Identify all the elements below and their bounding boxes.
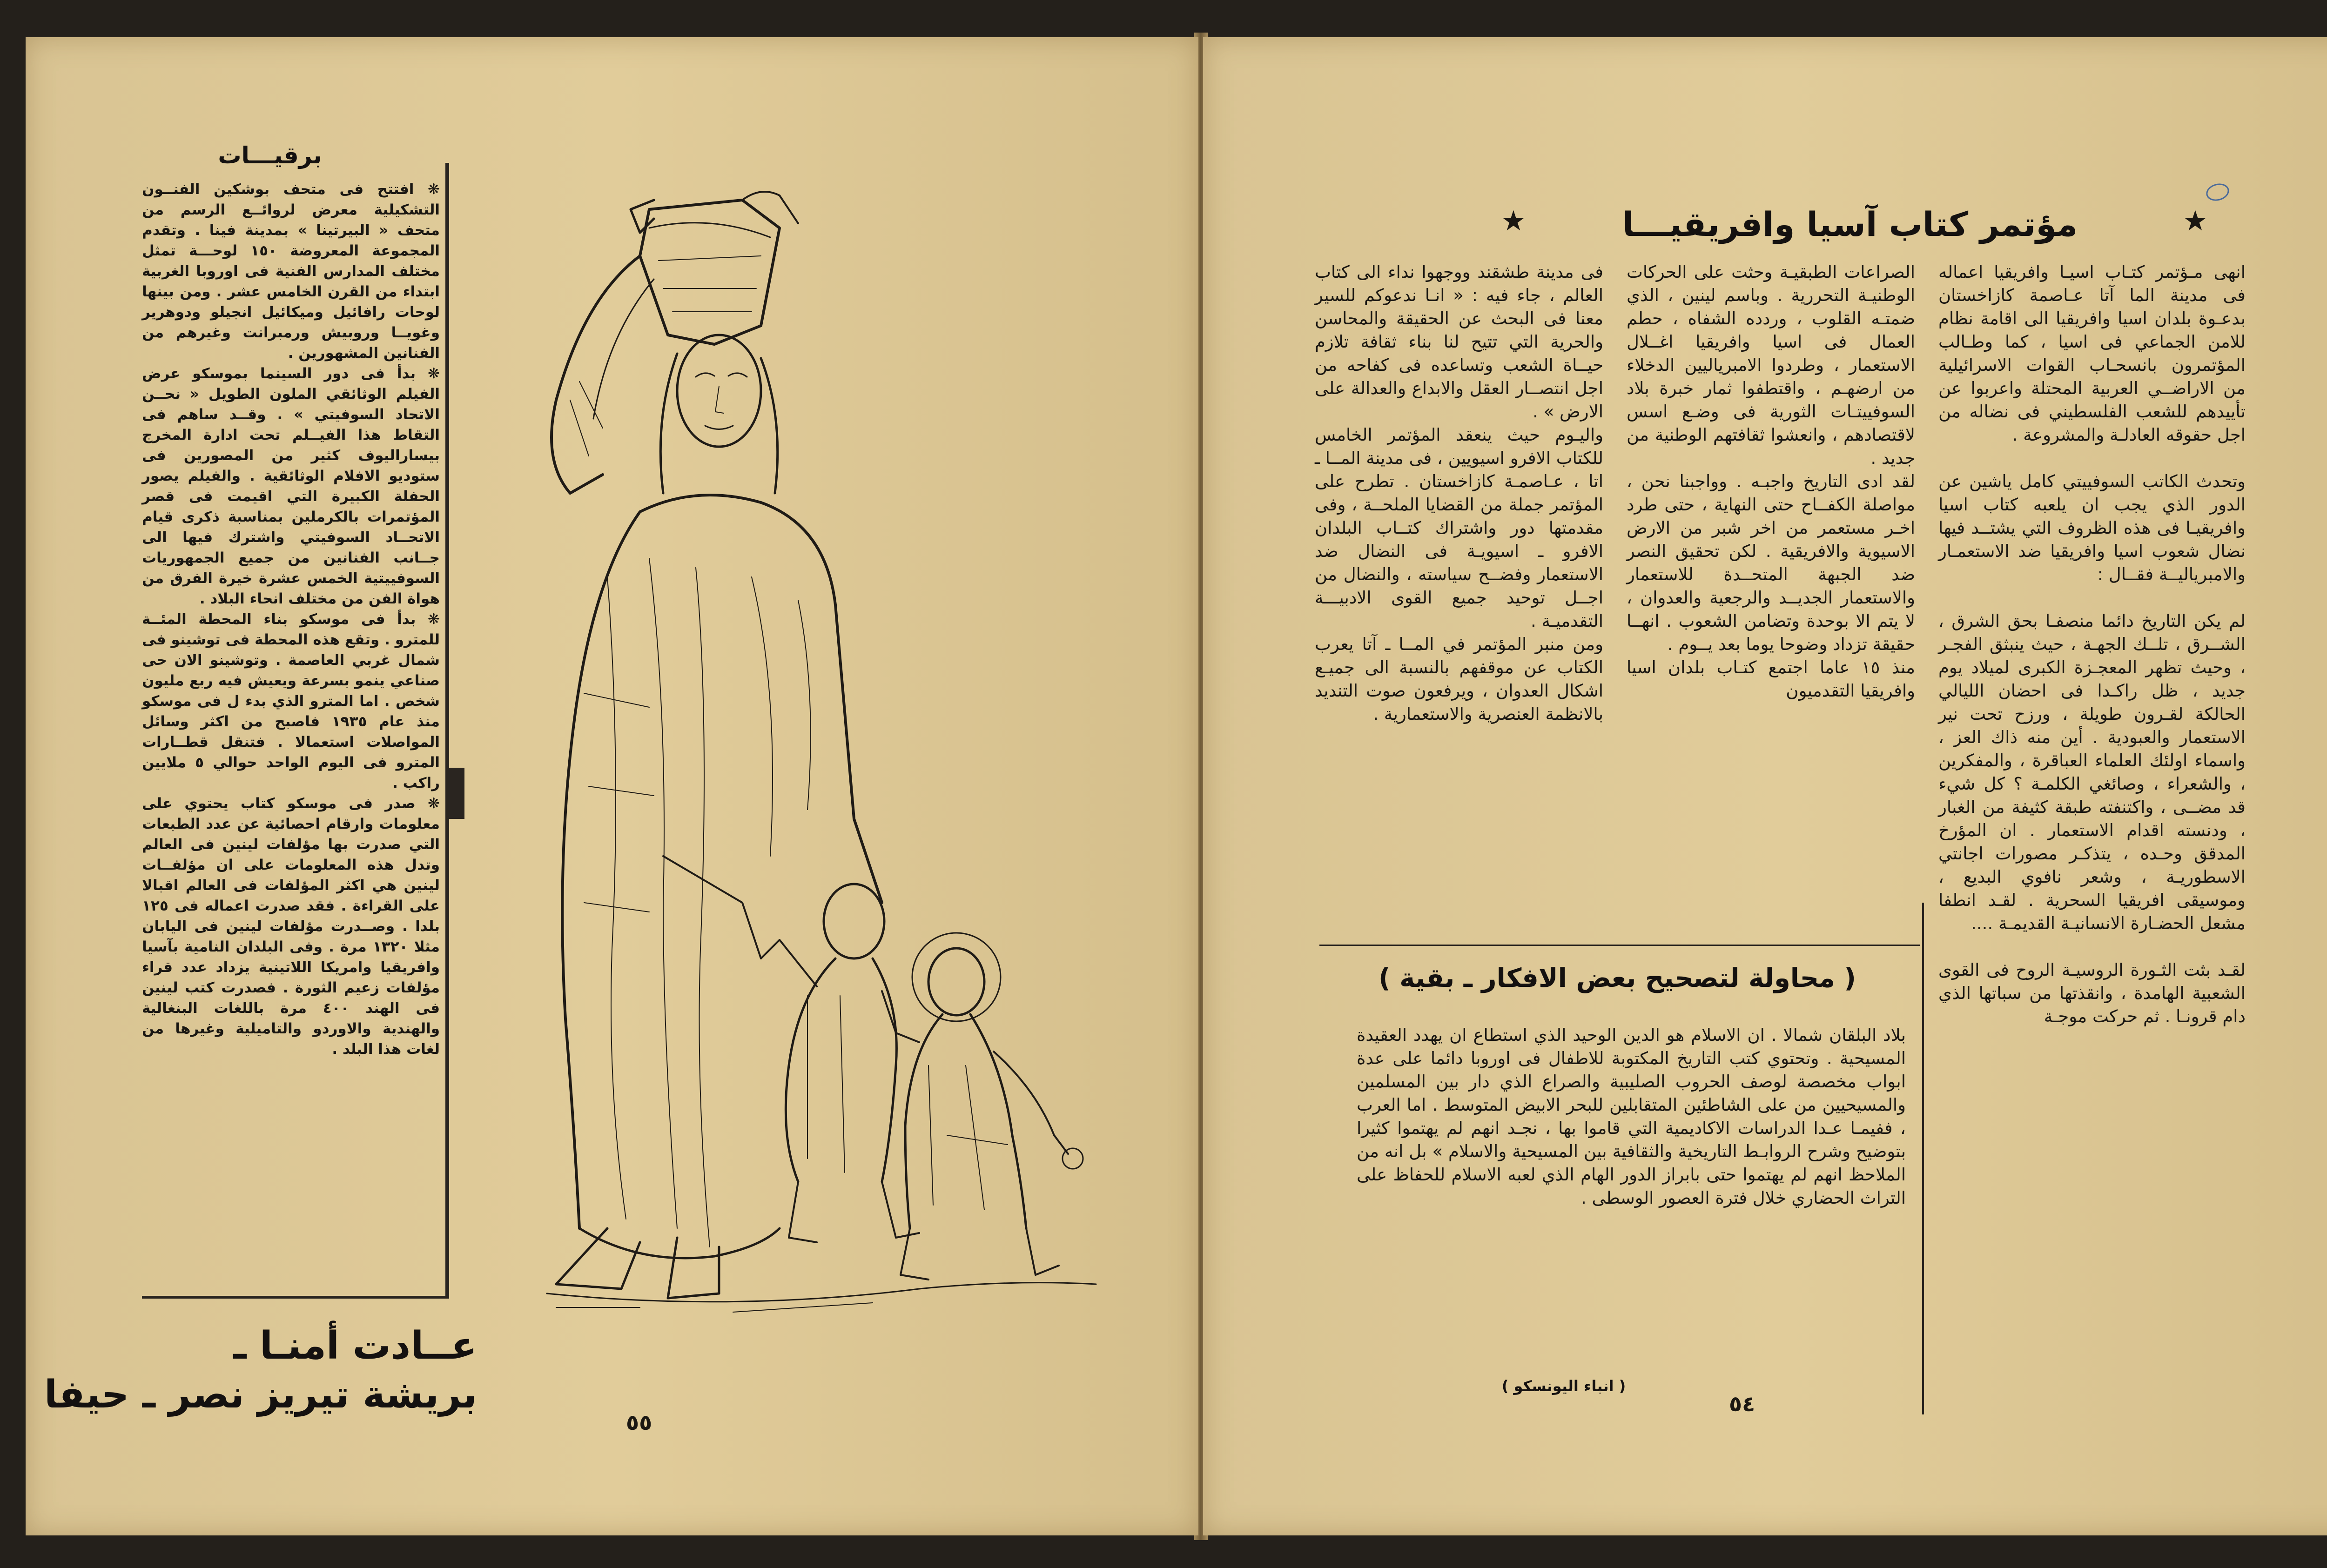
article-headline: مؤتمر كتاب آسيا وافريقيـــا (1622, 205, 2078, 244)
illustration-credit: بريشة تيريز نصر ـ حيفا (44, 1373, 477, 1417)
sub-article-body: بلاد البلقان شمالا . ان الاسلام هو الدين الوحيد الذي استطاع ان يهدد العقيدة المسيحية . وتحتوي كتب التاريخ المكتوبة للاطفال فى اوروبا دائما على عدة ابواب مخصصة لوصف الحروب الصليبية والصراع الذي دار بين المسلمين والمسيحيين من على الشاطئين المتقابلين للبحر الابيض المتوسط . اما العرب ، ففيمـا عـدا الدراسات الاكاديمية التي قاموا بها ، نجـد انهم لم يهتموا كثيرا بتوضيح وشرح الروابـط التاريخية والثقافية بين المسيحية والاسلام » بل انه من الملاحظ انهم لم يهتموا حتى بابراز الدور الهام الذي لعبه الاسلام للحفاظ على التراث الحضاري خلال فترة العصور الوسطى . (1357, 1025, 1906, 1208)
page-number: ٥٤ (1729, 1391, 1755, 1416)
illustration-title: عــادت أمنـا ـ (233, 1324, 477, 1368)
column-divider (1922, 903, 1924, 1414)
right-page (1203, 37, 2327, 1535)
sub-article-source: ( انباء اليونسكو ) (1501, 1377, 1626, 1395)
news-column: ❋ افتتح فى متحف بوشكين الفنــون التشكيلية معرض لروائــع الرسم من متحف « البيرتينا » بمدينة فينا . وتقدم المجموعة المعروضة ١٥٠ لوحـــة تمثل مختلف المدارس الفنية فى اوروبا الغربية ابتداء من القرن الخامس عشر . ومن بينها لوحات رافائيل وميكائيل انجيلو ودوهرير وغويــا وروبيش ورمبرانت وغيرهم من الفنانين المشهورين . ❋ بدأ فى دور السينما بموسكو عرض الفيلم الوثائقي الملون الطويل « نحــن الاتحاد السوفيتي » . وقــد ساهم فى التقاط هذا الفيــلم تحت ادارة المخرج بيساراليوف كثير من المصورين فى ستوديو الافلام الوثائقية . والفيلم يصور الحفلة الكبيرة التي اقيمت فى قصر المؤتمرات بالكرملين بمناسبة ذكرى قيام الاتحــاد السوفيتي واشترك فيها الى جــانب الفنانين من جميع الجمهوريات السوفييتية الخمس عشرة خيرة الفرق من هواة الفن من مختلف انحاء البلاد . ❋ بدأ فى موسكو بناء المحطة المئــة للمترو . وتقع هذه المحطة فى توشينو فى شمال غربي العاصمة . وتوشينو الان حى صناعي ينمو بسرعة ويعيش فيه ربع مليون شخص . اما المترو الذي بدء ل فى موسكو منذ عام ١٩٣٥ فاصبح من اكثر وسائل المواصلات استعمالا . فتنقل قطــارات المترو فى اليوم الواحد حوالي ٥ ملايين راكب . ❋ صدر فى موسكو كتاب يحتوي على معلومات وارقام احصائية عن عدد الطبعات التي صدرت بها مؤلفات لينين فى العالم وتدل هذه المعلومات على ان مؤلفــات لينين هي اكثر المؤلفات فى العالم اقبالا على القراءة . فقد صدرت اعماله فى ١٢٥ بلدا . وصــدرت مؤلفات لينين فى اليابان مثلا ١٣٢٠ مرة . وفى البلدان النامية بآسيا وافريقيا وامريكا اللاتينية يزداد عدد قراء مؤلفات زعيم الثورة . فصدرت كتب لينين فى الهند ٤٠٠ مرة باللغات البنغالية والهندية والاوردو والتاميلية وغيرها من لغات هذا البلد . (142, 181, 440, 1058)
article-column-2: الصراعات الطبقيـة وحثت على الحركات الوطنيـة التحررية . وباسم لينين ، الذي ضمتـه القلوب ، وردده الشفاه ، حطم العمال فى اسيا وافريقيا اغــلال الاستعمار ، وطردوا الامبرياليين الدخلاء من ارضهـم ، واقتطفوا ثمار خبرة بلاد السوفييتـات الثورية فى وضـع اسس لاقتصادهم ، وانعشوا ثقافتهم الوطنية من جديد . لقد ادى التاريخ واجبـه . وواجبنا نحن ، مواصلة الكفــاح حتى النهاية ، حتى طرد اخـر مستعمر من اخر شبر من الارض الاسيوية والافريقية . لكن تحقيق النصر ضد الجبهة المتحــدة للاستعمار والاستعمار الجديــد والرجعية والعدوان ، لا يتم الا بوحدة وتضامن الشعوب . انهــا حقيقة تزداد وضوحا يوما بعد يــوم . منذ ١٥ عاما اجتمع كتـاب بلدان اسيا وافريقيا التقدميون (1627, 262, 1915, 701)
left-page (26, 37, 1198, 1535)
illustration-mother-children (500, 158, 1143, 1349)
page-number: ٥٥ (626, 1410, 652, 1435)
news-title: برقيـــات (218, 142, 322, 169)
article-separator (1319, 945, 1920, 946)
pencil-mark-icon (2204, 181, 2231, 203)
article-column-3: فى مدينة طشقند ووجهوا نداء الى كتاب العالم ، جاء فيه : « انـا ندعوكم للسير معنا فى البحث عن الحقيقة والمحاسن والحرية التي تتيح لنا بناء ثقافة تلازم حيــاة الشعب وتساعده فى كفاحه من اجل انتصــار العقل والابداع والعدالة على الارض » . واليـوم حيث ينعقد المؤتمر الخامس للكتاب الافرو اسيويين ، فى مدينة المــا ـ اتا ، عـاصمـة كازاخستان . تطرح على المؤتمر جملة من القضايا الملحــة ، وفى مقدمتها دور واشتراك كتــاب البلدان الافرو ـ اسيويـة فى النضال ضد الاستعمار وفضــح سياسته ، والنضال من اجــل توحيد جميع القوى الادبيـــة التقدميـة . ومن منبر المؤتمر في المــا ـ آتا يعرب الكتاب عن موقفهم بالنسبة الى جميـع اشكال العدوان ، ويرفعون صوت التنديد بالانظمة العنصرية والاستعمارية . (1315, 262, 1603, 724)
news-rule-bottom (142, 1296, 449, 1299)
news-rule-right (445, 163, 449, 1298)
star-icon: ★ (1501, 205, 1526, 237)
sub-article-headline: ( محاولة لتصحيح بعض الافكار ـ بقية ) (1379, 963, 1856, 993)
news-rule-marker (447, 768, 464, 819)
article-column-1: انهى مـؤتمر كتـاب اسيـا وافريقيا اعماله فى مدينة الما آتا عـاصمة كازاخستان بدعـوة بلدان اسيا وافريقيا الى اقامة نظام للامن الجماعي فى اسيا ، كما وطـالب المؤتمرون بانسحـاب القوات الاسرائيلية من الاراضــي العربية المحتلة واعربوا عن تأييدهم للشعب الفلسطيني فى نضاله من اجل حقوقه العادلـة والمشروعة . وتحدث الكاتب السوفييتي كامل ياشين عن الدور الذي يجب ان يلعبه كتاب اسيا وافريقيـا فى هذه الظروف التي يشتــد فيها نضال شعوب اسيا وافريقيا ضد الاستعمـار والامبرياليــة فقــال : لم يكن التاريخ دائما منصفـا بحق الشرق ، الشــرق ، تلــك الجهـة ، حيث ينبثق الفجـر ، وحيث تظهر المعجـزة الكبرى لميلاد يوم جديد ، ظل راكـدا فى احضان الليالي الحالكة لقـرون طويلة ، ورزح تحت نير الاستعمار والعبودية . أين منه ذاك العز ، واسماء اولئك العلماء العباقرة ، والمفكرين ، والشعراء ، وصائغي الكلمـة ؟ كل شيء قد مضــى ، واكتنفته طبقة كثيفة من الغبار ، ودنسته اقدام الاستعمار . ان المؤرخ المدقق وحـده ، يتذكـر مصورات اجانتي الاسطوريـة ، وشعر نافوي البديع ، وموسيقى افريقيا السحرية . لقـد انطفا مشعل الحضـارة الانسانيـة القديمـة .... لقـد بثت الثـورة الروسيـة الروح فى القوى الشعبية الهامدة ، وانقذتها من سباتها الذي دام قرونـا . ثم حركت موجـة (1938, 262, 2246, 1026)
star-icon: ★ (2183, 205, 2208, 237)
